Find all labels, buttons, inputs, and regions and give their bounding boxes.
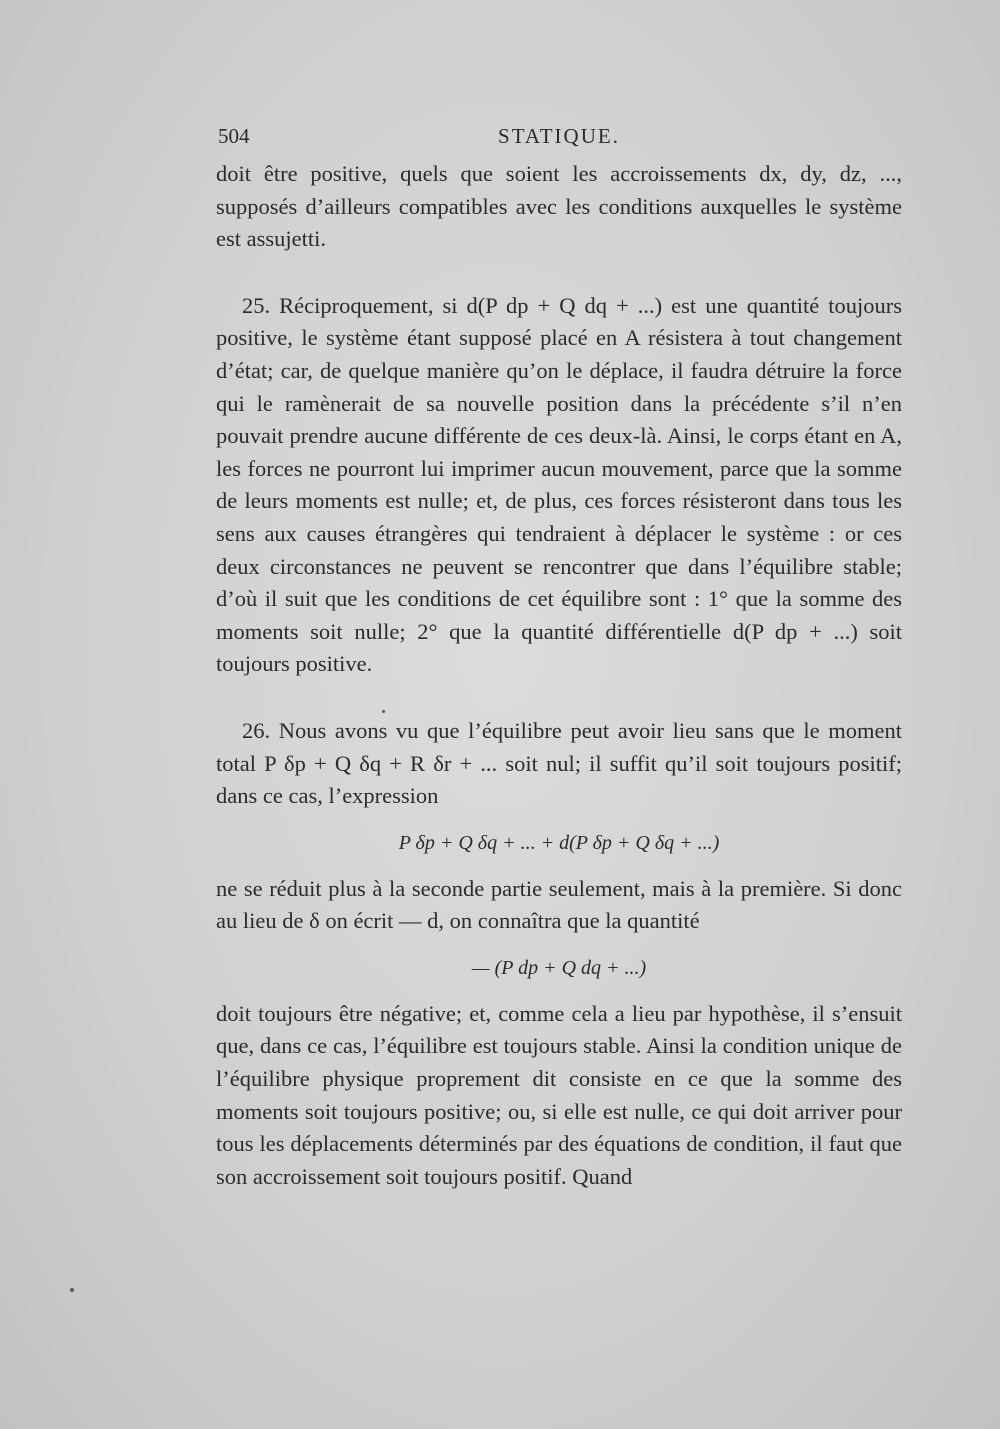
paragraph-gap [216,256,902,290]
equation-2: — (P dp + Q dq + ...) [471,956,647,979]
page-number: 504 [218,124,250,148]
running-title: STATIQUE. [498,124,620,148]
paragraph-25: 25. Réciproquement, si d(P dp + Q dq + ...) est une quantité toujours positive, le système étant supposé placé en A résistera à tout changement d’état; car, de quelque manière qu’on le déplace, il faudra détruire la force qui le ramènerait de sa nouvelle position dans la précédente s’il n’en pouvait prendre aucune différente de ces deux-là. Ainsi, le corps étant en A, les forces ne pourront lui imprimer aucun mouvement, parce que la somme de leurs moments est nulle; et, de plus, ces forces résisteront dans tous les sens aux causes étrangères qui tendraient à déplacer le système : or ces deux circonstances ne peuvent se rencontrer que dans l’équilibre stable; d’où il suit que les conditions de cet équilibre sont : 1° que la somme des moments soit nulle; 2° que la quantité différentielle d(P dp + ...) soit toujours positive. [216,292,902,677]
paragraph-continued: doit être positive, quels que soient les accroissements dx, dy, dz, ..., supposés d’ailleurs compatibles avec les conditions auxquelles le système est assujetti. [216,161,902,252]
equation-1: P δp + Q δq + ... + d(P δp + Q δq + ...) [398,831,720,854]
paragraph-26-continued: ne se réduit plus à la seconde partie seulement, mais à la première. Si donc au lieu de δ on écrit — d, on connaîtra que la quantité [216,875,902,934]
paper-speck [70,1288,74,1292]
page-header [218,120,900,154]
paragraph-gap [216,681,902,715]
paragraph-26: 26. Nous avons vu que l’équilibre peut avoir lieu sans que le moment total P δp + Q δq + R δr + ... soit nul; il suffit qu’il soit toujours positif; dans ce cas, l’expression [216,717,902,809]
body-text [216,158,902,1193]
paper-speck [382,710,385,713]
paragraph-26-final: doit toujours être négative; et, comme cela a lieu par hypothèse, il s’ensuit que, dans ce cas, l’équilibre est toujours stable. Ainsi la condition unique de l’équilibre physique proprement dit consiste en ce que la somme des moments soit toujours positive; ou, si elle est nulle, ce qui doit arriver pour tous les déplacements déterminés par des équations de condition, il faut que son accroissement soit toujours positif. Quand [216,1000,902,1189]
